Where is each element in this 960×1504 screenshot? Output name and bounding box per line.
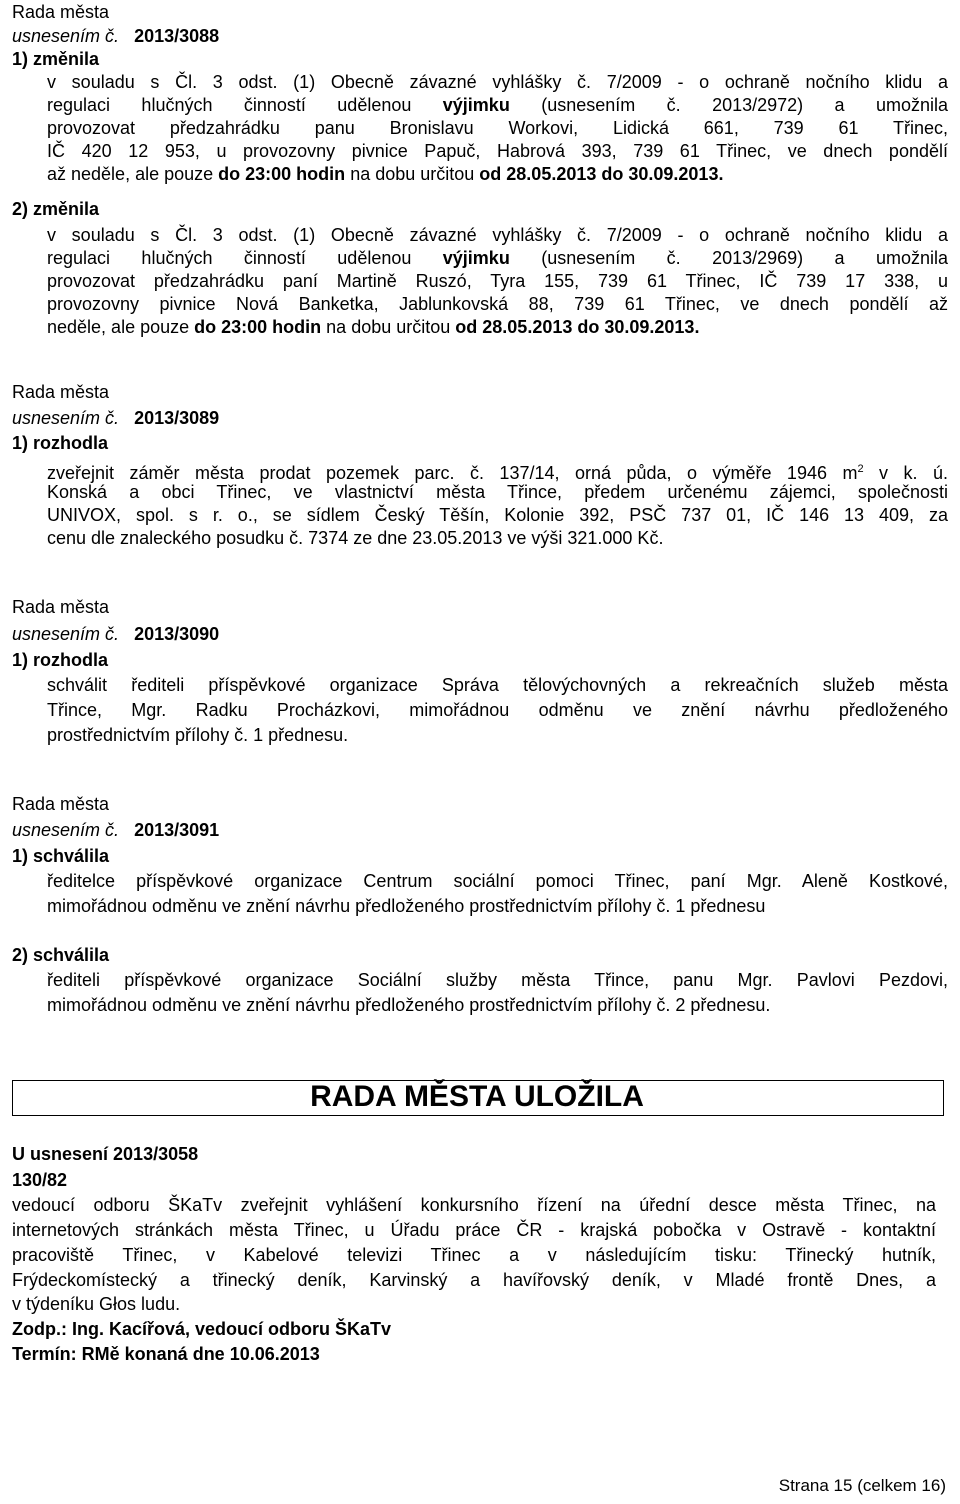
body-line: cenu dle znaleckého posudku č. 7374 ze dne 23.05.2013 ve výši 321.000 Kč. [47,528,664,548]
body-line: mimořádnou odměnu ve znění návrhu předloženého prostřednictvím přílohy č. 2 přednesu. [47,995,771,1015]
ulozila-reference: U usnesení 2013/3058 [12,1144,199,1164]
item-label: 2) změnila [12,199,100,219]
resolution-number: usnesením č. 2013/3091 [12,820,220,840]
body-line: regulaci hlučných činností udělenou výjimku (usnesením č. 2013/2969) a umožnila [47,248,948,268]
item-label: 1) rozhodla [12,433,109,453]
body-line: regulaci hlučných činností udělenou výjimku (usnesením č. 2013/2972) a umožnila [47,95,948,115]
responsible-person: Zodp.: Ing. Kacířová, vedoucí odboru ŠKaTv [12,1319,392,1339]
body-line: řediteli příspěvkové organizace Sociální služby města Třince, panu Mgr. Pavlovi Pezdovi, [47,970,948,990]
body-line: až neděle, ale pouze do 23:00 hodin na dobu určitou od 28.05.2013 do 30.09.2013. [47,164,724,184]
body-line: neděle, ale pouze do 23:00 hodin na dobu určitou od 28.05.2013 do 30.09.2013. [47,317,700,337]
body-line: ředitelce příspěvkové organizace Centrum sociální pomoci Třinec, paní Mgr. Aleně Kostkové, [47,871,948,891]
deadline: Termín: RMě konaná dne 10.06.2013 [12,1344,320,1364]
body-line: prostřednictvím přílohy č. 1 přednesu. [47,725,349,745]
body-line: Konská a obci Třinec, ve vlastnictví města Třince, předem určenému zájemci, společnosti [47,482,948,502]
resolution-number: usnesením č. 2013/3089 [12,408,220,428]
item-label: 2) schválila [12,945,110,965]
item-label: 1) rozhodla [12,650,109,670]
item-label: 1) změnila [12,49,100,69]
body-line: UNIVOX, spol. s r. o., se sídlem Český Těšín, Kolonie 392, PSČ 737 01, IČ 146 13 409, za [47,505,948,525]
resolution-number: usnesením č. 2013/3090 [12,624,220,644]
resolution-number: usnesením č. 2013/3088 [12,26,220,46]
body-line: internetových stránkách města Třinec, u Úřadu práce ČR - krajská pobočka v Ostravě - kontaktní [12,1220,936,1240]
body-line: Třince, Mgr. Radku Procházkovi, mimořádnou odměnu ve znění návrhu předloženého [47,700,948,720]
body-line: zveřejnit záměr města prodat pozemek parc. č. 137/14, orná půda, o výměře 1946 $m^2$ v k. ú. [47,463,948,483]
rada-label: Rada města [12,794,110,814]
section-heading: RADA MĚSTA ULOŽILA [310,1080,644,1113]
body-line: vedoucí odboru ŠKaTv zveřejnit vyhlášení konkursního řízení na úřední desce města Třinec, na [12,1195,936,1215]
body-line: v souladu s Čl. 3 odst. (1) Obecně závazné vyhlášky č. 7/2009 - o ochraně nočního klidu a [47,225,948,245]
body-line: v souladu s Čl. 3 odst. (1) Obecně závazné vyhlášky č. 7/2009 - o ochraně nočního klidu a [47,72,948,92]
rada-label: Rada města [12,382,110,402]
body-line: provozovat předzahrádku paní Martině Ruszó, Tyra 155, 739 61 Třinec, IČ 739 17 338, u [47,271,948,291]
page-number: Strana 15 (celkem 16) [778,1476,946,1495]
body-line: v týdeníku Głos ludu. [12,1294,181,1314]
item-label: 1) schválila [12,846,110,866]
body-line: provozovat předzahrádku panu Bronislavu Workovi, Lidická 661, 739 61 Třinec, [47,118,948,138]
body-line: schválit řediteli příspěvkové organizace Správa tělovýchovných a rekreačních služeb města [47,675,948,695]
body-line: Frýdeckomístecký a třinecký deník, Karvinský a havířovský deník, v Mladé frontě Dnes, a [12,1270,936,1290]
ulozila-number: 130/82 [12,1170,68,1190]
body-line: pracoviště Třinec, v Kabelové televizi Třinec a v následujícím tisku: Třinecký hutník, [12,1245,936,1265]
body-line: provozovny pivnice Nová Banketka, Jablunkovská 88, 739 61 Třinec, ve dnech pondělí až [47,294,948,314]
rada-label: Rada města [12,597,110,617]
body-line: IČ 420 12 953, u provozovny pivnice Papuč, Habrová 393, 739 61 Třinec, ve dnech pondělí [47,141,948,161]
rada-label: Rada města [12,2,110,22]
body-line: mimořádnou odměnu ve znění návrhu předloženého prostřednictvím přílohy č. 1 přednesu [47,896,766,916]
